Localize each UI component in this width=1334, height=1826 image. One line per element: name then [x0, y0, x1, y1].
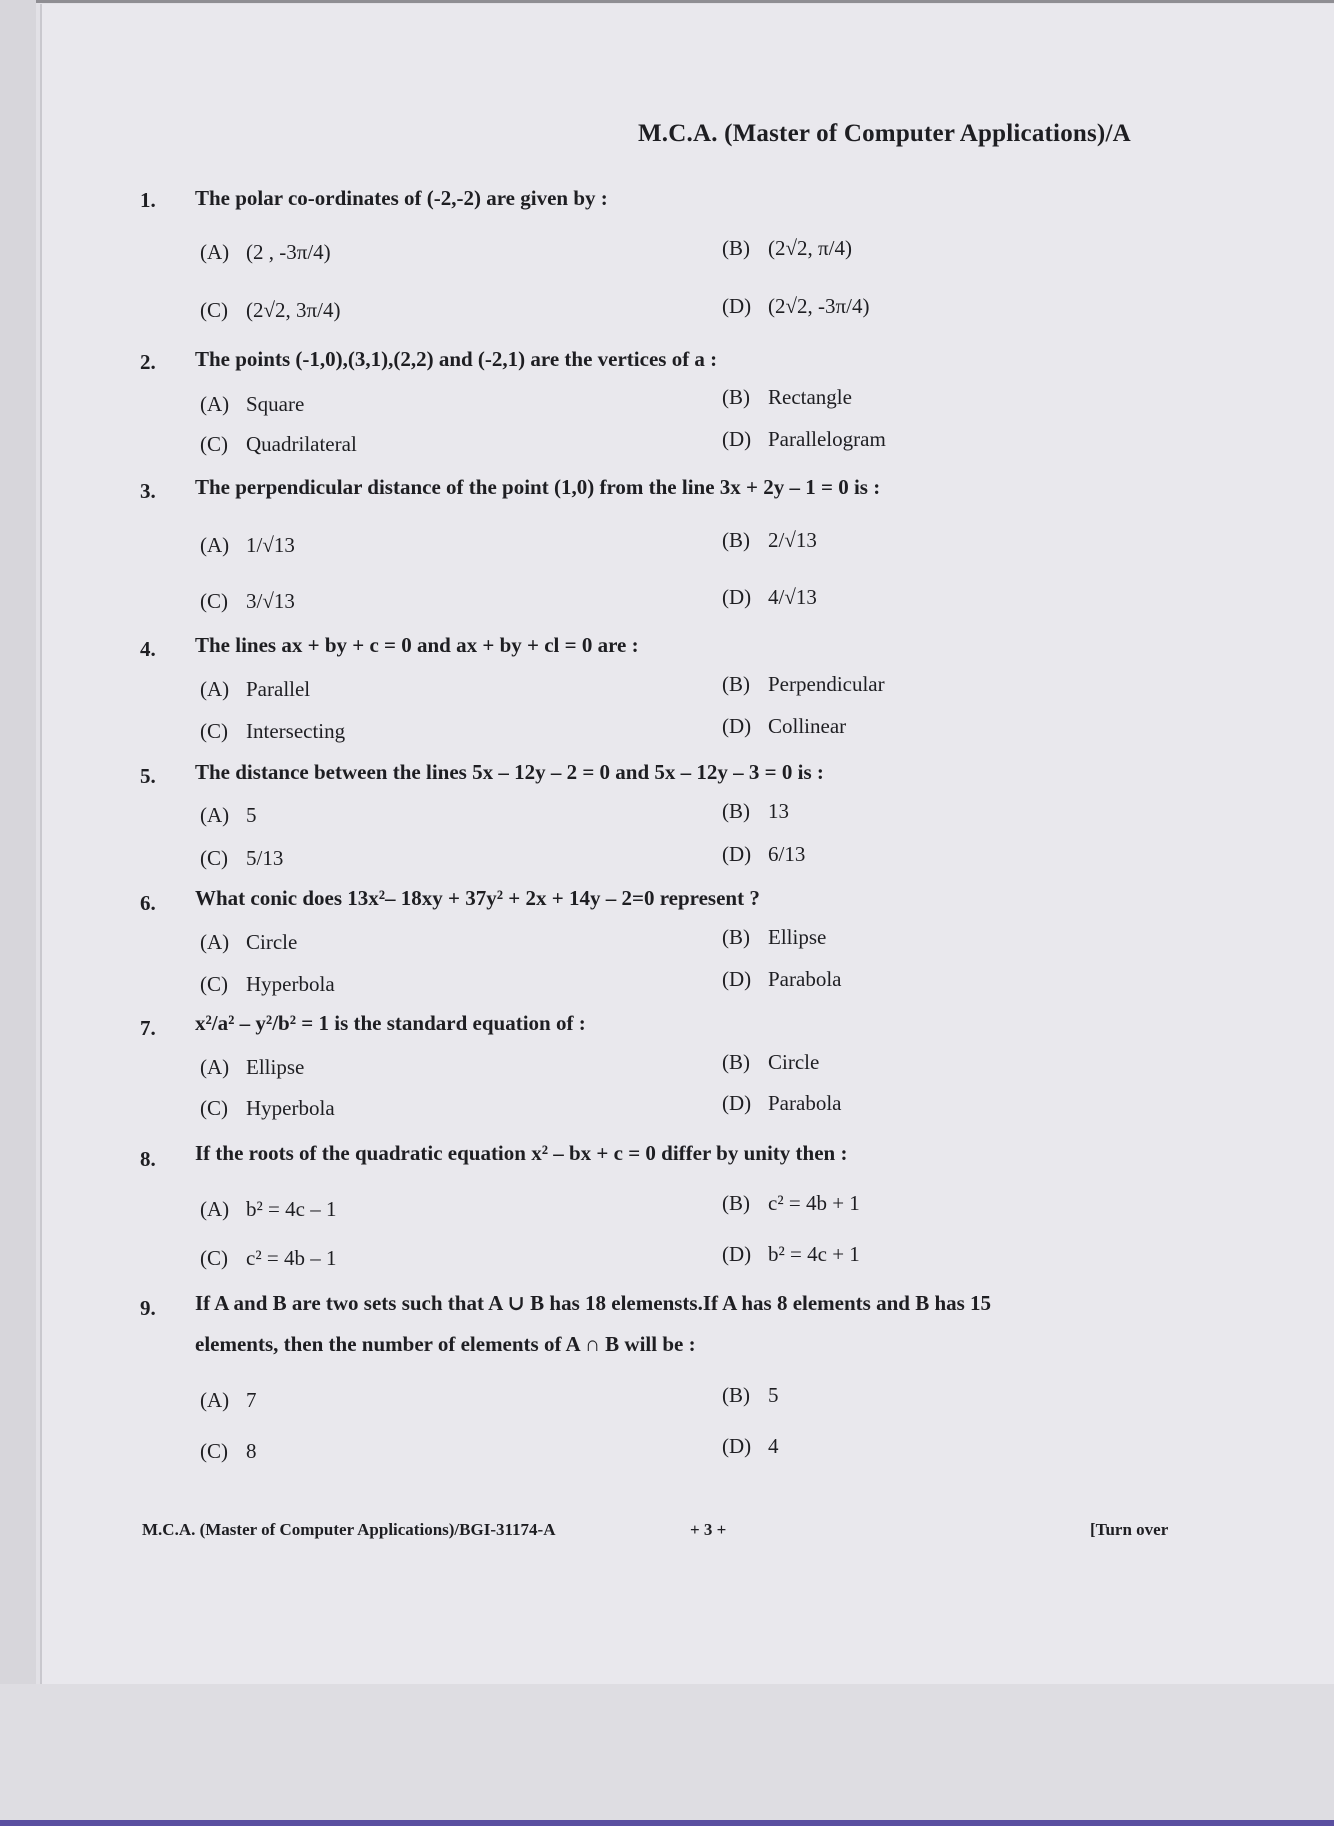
option-a: (A) 5	[200, 803, 257, 827]
footer-page-number: + 3 +	[690, 1520, 727, 1539]
bottom-edge-rule	[0, 1820, 1334, 1826]
option-b: (B) 13	[722, 799, 789, 823]
question-number: 5.	[140, 764, 156, 788]
option-d: (D) Collinear	[722, 714, 847, 738]
option-d: (D) 6/13	[722, 842, 806, 866]
option-a: (A) (2 , -3π/4)	[200, 240, 331, 264]
question-number: 9.	[140, 1296, 156, 1320]
option-c: (C) c² = 4b – 1	[200, 1246, 337, 1270]
question-number: 3.	[140, 479, 156, 503]
option-a: (A) 7	[200, 1388, 257, 1412]
question-number: 8.	[140, 1147, 156, 1171]
option-b: (B) 2/√13	[722, 528, 817, 552]
option-a: (A) Square	[200, 392, 305, 416]
option-b: (B) Circle	[722, 1050, 820, 1074]
question-text: If the roots of the quadratic equation x² – bx + c = 0 differ by unity then :	[195, 1141, 848, 1165]
option-c: (C) Hyperbola	[200, 972, 335, 996]
question-text: The lines ax + by + c = 0 and ax + by + cl = 0 are :	[195, 633, 639, 657]
scan-left-margin	[0, 0, 36, 1826]
question-text: The points (-1,0),(3,1),(2,2) and (-2,1) are the vertices of a :	[195, 347, 718, 371]
option-c: (C) Hyperbola	[200, 1096, 335, 1120]
option-c: (C) (2√2, 3π/4)	[200, 298, 341, 322]
option-b: (B) Rectangle	[722, 385, 852, 409]
page-header: M.C.A. (Master of Computer Applications)/A	[638, 120, 1131, 147]
option-c: (C) 3/√13	[200, 589, 295, 613]
option-a: (A) b² = 4c – 1	[200, 1197, 337, 1221]
option-d: (D) (2√2, -3π/4)	[722, 294, 870, 318]
question-number: 4.	[140, 637, 156, 661]
question-number: 2.	[140, 350, 156, 374]
option-a: (A) Circle	[200, 930, 298, 954]
option-d: (D) Parabola	[722, 967, 842, 991]
option-c: (C) 8	[200, 1439, 257, 1463]
question-number: 6.	[140, 891, 156, 915]
question-number: 7.	[140, 1016, 156, 1040]
question-text-continued: elements, then the number of elements of A ∩ B will be :	[195, 1332, 696, 1356]
top-edge-rule	[0, 0, 1334, 3]
option-d: (D) 4	[722, 1434, 779, 1458]
option-c: (C) 5/13	[200, 846, 284, 870]
option-a: (A) Parallel	[200, 677, 311, 701]
scan-bottom-margin	[0, 1684, 1334, 1820]
question-text: x²/a² – y²/b² = 1 is the standard equation of :	[195, 1011, 586, 1035]
footer-course-code: M.C.A. (Master of Computer Applications)/BGI-31174-A	[142, 1520, 556, 1539]
question-text: What conic does 13x²– 18xy + 37y² + 2x + 14y – 2=0 represent ?	[195, 886, 760, 910]
option-a: (A) 1/√13	[200, 533, 295, 557]
option-c: (C) Quadrilateral	[200, 432, 357, 456]
question-text: The perpendicular distance of the point (1,0) from the line 3x + 2y – 1 = 0 is :	[195, 475, 881, 499]
option-b: (B) Ellipse	[722, 925, 827, 949]
question-text: If A and B are two sets such that A ∪ B has 18 elemensts.If A has 8 elements and B has 15	[195, 1291, 992, 1315]
option-b: (B) Perpendicular	[722, 672, 885, 696]
footer-turn-over: [Turn over	[1090, 1520, 1169, 1539]
question-text: The polar co-ordinates of (-2,-2) are given by :	[195, 186, 608, 210]
option-d: (D) 4/√13	[722, 585, 817, 609]
option-d: (D) Parabola	[722, 1091, 842, 1115]
option-c: (C) Intersecting	[200, 719, 346, 743]
option-b: (B) 5	[722, 1383, 779, 1407]
option-a: (A) Ellipse	[200, 1055, 305, 1079]
option-d: (D) b² = 4c + 1	[722, 1242, 860, 1266]
question-number: 1.	[140, 188, 156, 212]
option-d: (D) Parallelogram	[722, 427, 886, 451]
option-b: (B) c² = 4b + 1	[722, 1191, 860, 1215]
question-text: The distance between the lines 5x – 12y – 2 = 0 and 5x – 12y – 3 = 0 is :	[195, 760, 824, 784]
option-b: (B) (2√2, π/4)	[722, 236, 852, 260]
